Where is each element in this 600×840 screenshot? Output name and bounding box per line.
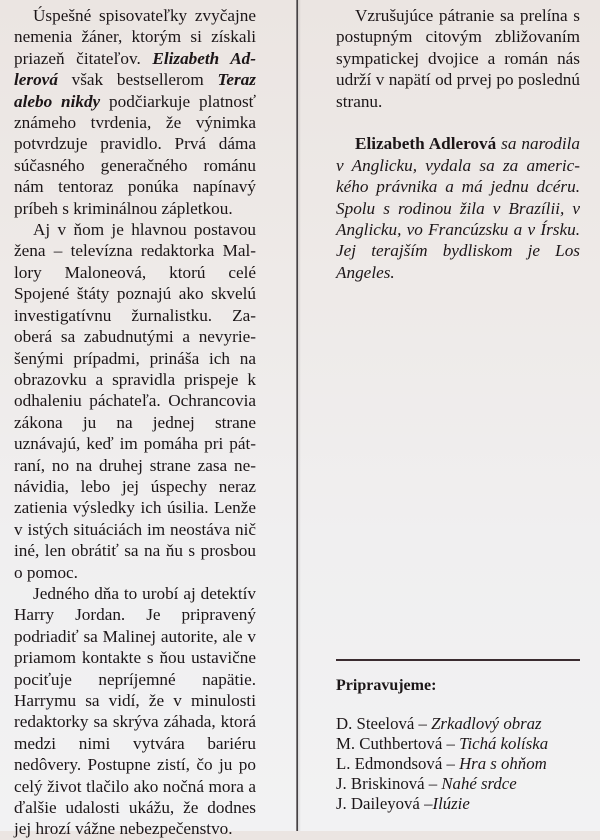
book-title: Teraz alebo nikdy [14, 70, 256, 111]
upcoming-separator: – [414, 714, 432, 733]
left-column-text [14, 5, 256, 840]
upcoming-heading: Pripravujeme: [336, 677, 437, 694]
detective-text: Jedného dňa to urobí aj detektív Harry Jordan. Je pripravený podriadiť sa Malinej autorite, ale v priamom kontakte s ňou ustavične pociťuje nepríjemné napätie. Harrymu sa vidí, že v minulosti redaktorky sa skrýva záhada, ktorá medzi nimi vytvára bariéru nedôvery. Postupne zistí, čo ju po celý život tlačilo ako nočná mora a ďalšie udalosti ukážu, že dodnes jej hrozí vážne nebezpečenstvo. [14, 583, 256, 839]
upcoming-author: J. Daileyová [336, 794, 420, 813]
upcoming-title: Hra s ohňom [459, 754, 547, 773]
summary-text: Vzrušujúce pátranie sa prelína s postupným citovým zbližovaním sympatickej dvojice a román nás udrží v napätí od prvej po poslednú stranu. [336, 6, 580, 111]
upcoming-title: Ilúzie [432, 794, 470, 813]
intro-text-1: Úspešné spisovateľky zvyčajne nemenia žáner, ktorým si získali priazeň čitateľov. [14, 6, 256, 68]
paragraph-summary [336, 5, 580, 112]
paragraph-heroine [14, 219, 256, 583]
upcoming-title: Nahé srdce [441, 774, 517, 793]
upcoming-title: Zrkadlový obraz [431, 714, 542, 733]
upcoming-item [336, 774, 548, 794]
upcoming-author: J. Briskinová [336, 774, 425, 793]
upcoming-author: M. Cuthbertová [336, 734, 443, 753]
heroine-text: Aj v ňom je hlavnou postavou žena – televízna redaktorka Mallory Maloneová, ktorú celé Spojené štáty poznajú ako skvelú investigatívnu žurnalistku. Zaoberá sa zabudnutými a nevyriešenými prípadmi, prináša ich na obrazovku a spravidla prispeje k odhaleniu páchateľa. Ochrancovia zákona ju na jednej strane uznávajú, keď im pomáha pri pátraní, no na druhej strane zasa nenávidia, lebo jej úspechy neraz zatienia výsledky ich úsilia. Lenže v istých situáciách im neostáva nič iné, len obrátiť sa na ňu s prosbou o pomoc. [14, 220, 256, 582]
intro-text-2: však bestsellerom [57, 70, 218, 90]
upcoming-author: L. Edmondsová [336, 754, 443, 773]
upcoming-separator: – [424, 774, 442, 793]
upcoming-separator: – [442, 754, 460, 773]
upcoming-list [336, 714, 548, 814]
upcoming-item [336, 794, 548, 814]
upcoming-item [336, 714, 548, 734]
bio-text: sa narodila v Anglicku, vydala sa za amerického právnika a má jednu dcéru. Spolu s rodinou žila v Brazílii, v Anglicku, vo Francúzsku a v Írsku. Jej terajším bydliskom je Los Angeles. [336, 134, 580, 282]
upcoming-author: D. Steelová [336, 714, 415, 733]
right-column-text [336, 5, 580, 283]
upcoming-separator: – [419, 794, 433, 813]
author-name: Elizabeth Adlerová [14, 48, 256, 90]
upcoming-item [336, 734, 548, 754]
left-page [0, 0, 297, 839]
right-page [298, 0, 600, 831]
intro-text-3: podčiarkuje platnosť známeho tvrdenia, že výnimka potvrdzuje pravidlo. Prvá dáma súčasného generačného románu nám tentoraz ponúka napínavý príbeh s kriminálnou zápletkou. [14, 91, 256, 218]
paragraph-intro [14, 5, 256, 219]
paragraph-author-bio [336, 133, 580, 283]
upcoming-separator: – [442, 734, 460, 753]
upcoming-title: Tichá kolíska [459, 734, 549, 753]
bio-author-name: Elizabeth Adlerová [355, 134, 497, 154]
paragraph-detective [14, 583, 256, 840]
upcoming-item [336, 754, 548, 774]
section-divider [336, 659, 580, 661]
